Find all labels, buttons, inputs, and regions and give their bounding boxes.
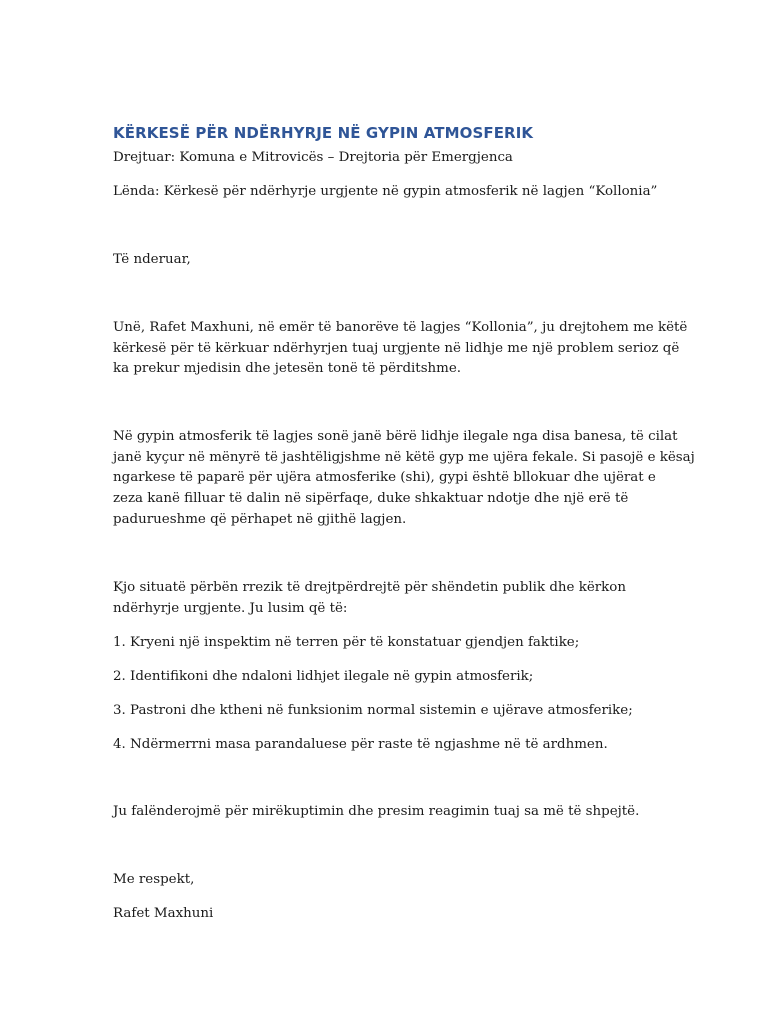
salutation: Të nderuar, — [113, 252, 191, 267]
request-item-2: 2. Identifikoni dhe ndaloni lidhjet ilegale në gypin atmosferik; — [113, 669, 534, 684]
subject-line: Lënda: Kërkesë për ndërhyrje urgjente në gypin atmosferik në lagjen “Kollonia” — [113, 184, 658, 199]
paragraph-line: zeza kanë filluar të dalin në sipërfaqe, duke shkaktuar ndotje dhe një erë të — [113, 491, 629, 507]
paragraph-line: ka prekur mjedisin dhe jetesën tonë të përditshme. — [113, 361, 462, 377]
closing-line: Me respekt, — [113, 872, 195, 887]
paragraph-line: janë kyçur në mënyrë të jashtëligjshme në këtë gyp me ujëra fekale. Si pasojë e kësaj — [113, 449, 695, 465]
document-title: KËRKESË PËR NDËRHYRJE NË GYPIN ATMOSFERIK — [113, 124, 534, 142]
paragraph-line: Unë, Rafet Maxhuni, në emër të banorëve të lagjes “Kollonia”, ju drejtohem me këtë — [113, 320, 688, 335]
paragraph-risk — [113, 578, 663, 619]
addressed-to-line: Drejtuar: Komuna e Mitrovicës – Drejtoria për Emergjenca — [113, 150, 513, 165]
paragraph-line: Në gypin atmosferik të lagjes sonë janë bërë lidhje ilegale nga disa banesa, të cilat — [113, 429, 678, 444]
thanks-line: Ju falënderojmë për mirëkuptimin dhe presim reagimin tuaj sa më të shpejtë. — [113, 804, 640, 819]
paragraph-intro — [113, 318, 688, 380]
paragraph-problem — [113, 427, 695, 531]
paragraph-line: padurueshme që përhapet në gjithë lagjen. — [113, 511, 407, 527]
request-item-3: 3. Pastroni dhe ktheni në funksionim normal sistemin e ujërave atmosferike; — [113, 703, 633, 718]
request-item-1: 1. Kryeni një inspektim në terren për të konstatuar gjendjen faktike; — [113, 635, 580, 650]
paragraph-line: Kjo situatë përbën rrezik të drejtpërdrejtë për shëndetin publik dhe kërkon — [113, 580, 626, 595]
signature: Rafet Maxhuni — [113, 906, 214, 921]
paragraph-line: ndërhyrje urgjente. Ju lusim që të: — [113, 600, 348, 616]
request-item-4: 4. Ndërmerrni masa parandaluese për raste të ngjashme në të ardhmen. — [113, 737, 608, 752]
paragraph-line: kërkesë për të kërkuar ndërhyrjen tuaj urgjente në lidhje me një problem serioz që — [113, 340, 680, 356]
paragraph-line: ngarkese të paparë për ujëra atmosferike (shi), gypi është bllokuar dhe ujërat e — [113, 470, 656, 486]
